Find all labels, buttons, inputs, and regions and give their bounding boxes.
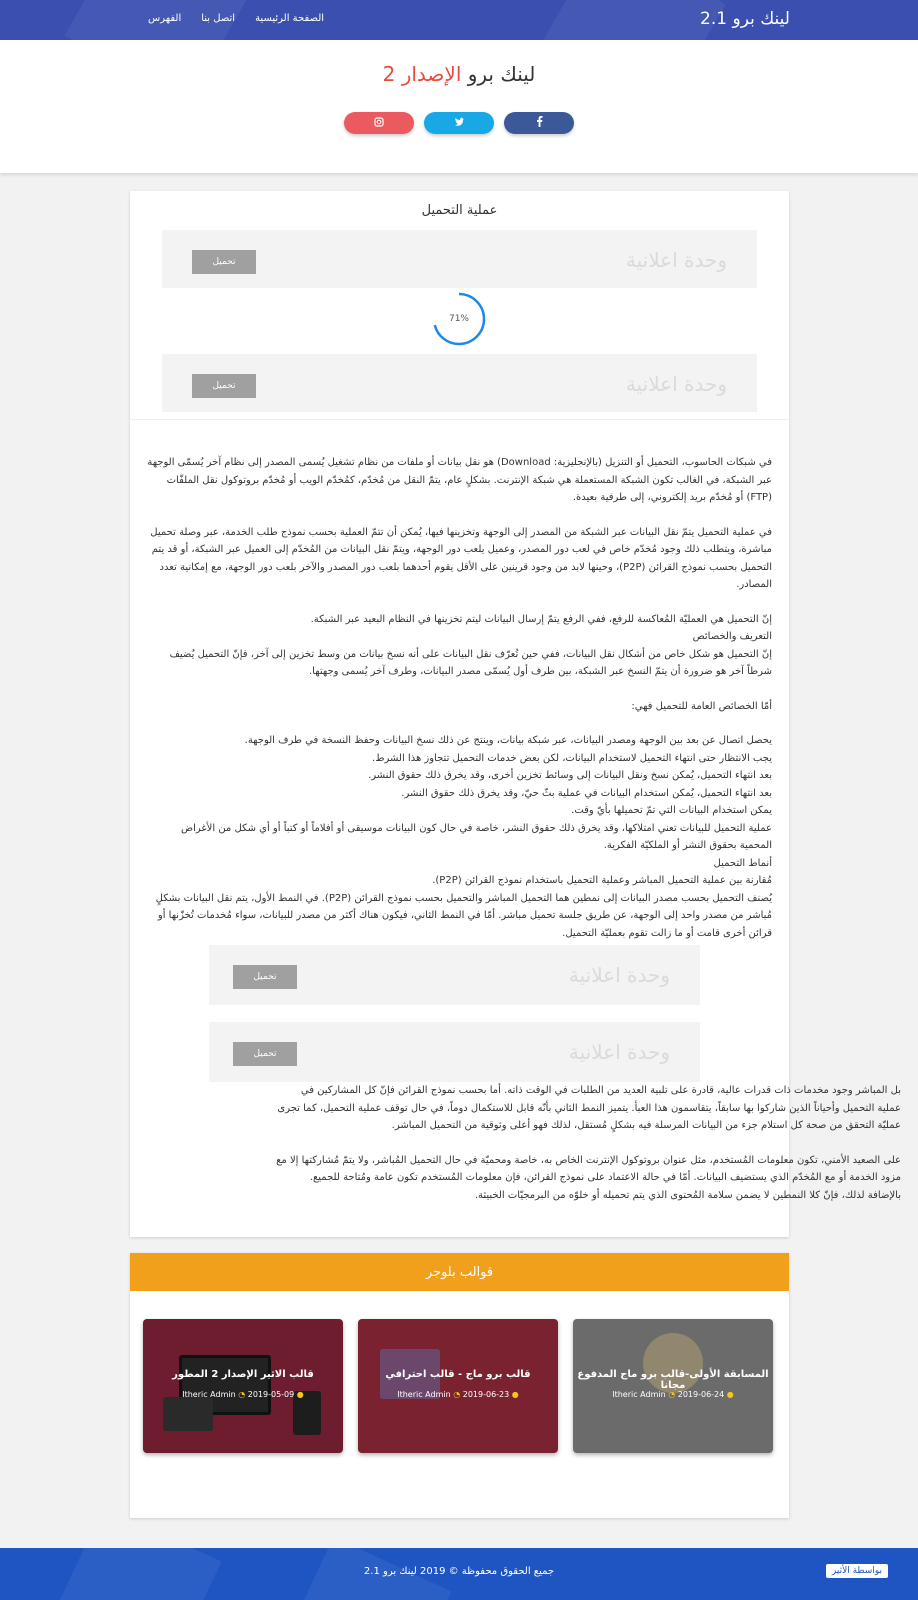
progress-percent: 71% — [448, 314, 469, 324]
twitter-icon — [454, 117, 465, 130]
decor-shape — [534, 0, 725, 40]
template-card[interactable] — [573, 1319, 773, 1453]
article-paragraph: في عملية التحميل يتمّ نقل البيانات عبر الشبكة من المصدر إلى الوجهة وتخزينها فيها، يُمكن أن تتمّ العملية بحسب نموذج طلب الخدمة، عبر وصلة تحميل مباشرة، ويتطلب ذلك وجود مُخدّم خاص في لعب دور المصدر، وعميل يلعب دور الوجهة، ويتمّ نقل البيانات من المُخدّم إلى العميل عبر الشبكة، أو قد يتم التحميل بحسب نموذج القرائن (P2P)، وحينها لابد من وجود قرينين على الأقل يقوم أحدهما بلعب دور المصدر والآخر بلعب دور الوجهة، مع إمكانية تعدد المصادر. — [150, 526, 772, 590]
nav-menu — [128, 13, 324, 24]
user-icon: ● — [296, 1390, 304, 1399]
ad-label: وحدة اعلانية — [568, 963, 670, 987]
template-meta — [573, 1390, 773, 1399]
title-accent: الإصدار 2 — [382, 62, 462, 86]
download-button[interactable]: تحميل — [233, 965, 297, 989]
social-buttons — [344, 112, 574, 134]
article-paragraph: بل المباشر وجود مخدمات ذات قدرات عالية، قادرة على تلبية العديد من الطلبات في الوقت ذاته. أما بحسب نموذج القرائن فإنّ كل المشاركين في عملية التحميل وأحياناً الذين شاركوا بها سابقاً، يتقاسمون هذا العبأ. يتميز النمط الثاني بأنّه قابل للاستكمال دوماً، في حال توقف عملية التحميل، كما تجرى عمليّة التحقق من صحة كل استلام جزء من البيانات المرسلة فيه بشكلٍ مُستقل، لذلك فهو أعلى وثوقية من التحميل المباشر. — [277, 1085, 901, 1131]
clock-icon: ◔ — [453, 1390, 461, 1399]
download-button[interactable]: تحميل — [233, 1042, 297, 1066]
facebook-icon — [536, 116, 543, 130]
nav-item-index[interactable]: الفهرس — [148, 13, 182, 24]
top-navbar — [0, 0, 918, 40]
template-card[interactable] — [143, 1319, 343, 1453]
template-title[interactable]: قالب الاثير الإصدار 2 المطور — [172, 1369, 314, 1380]
template-author: Itheric Admin — [182, 1390, 236, 1399]
template-date: 2019-06-23 — [462, 1390, 510, 1399]
template-title[interactable]: المسابقة الأولى-قالب برو ماج المدفوع مجانا — [577, 1369, 769, 1391]
article-body — [147, 454, 772, 959]
nav-item-contact[interactable]: اتصل بنا — [201, 13, 236, 24]
article-body-continued — [276, 1082, 901, 1221]
template-author: Itheric Admin — [397, 1390, 451, 1399]
ad-unit — [209, 1022, 700, 1082]
download-title: عملية التحميل — [421, 203, 498, 218]
post-card — [130, 191, 789, 1237]
facebook-button[interactable] — [504, 112, 574, 134]
template-author: Itheric Admin — [612, 1390, 666, 1399]
clock-icon: ◔ — [238, 1390, 246, 1399]
template-date: 2019-05-09 — [247, 1390, 295, 1399]
page-title — [0, 62, 918, 86]
instagram-icon — [374, 117, 384, 130]
user-icon: ● — [726, 1390, 734, 1399]
ad-unit — [162, 354, 757, 412]
article-paragraph: على الصعيد الأمني، تكون معلومات المُستخدم، مثل عنوان بروتوكول الإنترنت الخاص به، خاصة ومحميّة في حال التحميل المُباشر، ولا يتمّ مُشاركتها إلا مع مزود الخدمة أو مع المُخدّم الذي يستضيف البيانات. أمّا في حالة الاعتماد على نموذج القرائن، فإن معلومات المُستخدم تكون عامة ومُتاحة للجميع. بالإضافة لذلك، فإنّ كلا النمطين لا يضمن سلامة المُحتوى الذي يتم تحميله أو خلوّه من البرمجيّات الخبيثة. — [276, 1154, 901, 1201]
template-meta — [143, 1390, 343, 1399]
ad-label: وحدة اعلانية — [625, 372, 727, 396]
template-meta — [358, 1390, 558, 1399]
download-progress — [432, 292, 486, 346]
site-header — [0, 40, 918, 173]
ad-label: وحدة اعلانية — [568, 1040, 670, 1064]
download-button[interactable]: تحميل — [192, 374, 256, 398]
templates-card — [130, 1253, 789, 1518]
nav-item-home[interactable]: الصفحة الرئيسية — [255, 13, 325, 24]
site-footer — [0, 1548, 918, 1600]
credit-badge[interactable]: بواسطة الأثير — [826, 1564, 888, 1578]
template-card[interactable] — [358, 1319, 558, 1453]
article-paragraph: إنّ التحميل هي العمليّة المُعاكسة للرفع، ففي الرفع يتمّ إرسال البيانات ليتم تخزينها في النظام البعيد عبر الشبكة. التعريف والخصائص إنّ التحميل هو شكل خاص من أشكال نقل البيانات، ففي حين تُعرّف نقل البيانات على أنه نسخ بيانات من وسط تخزين إلى آخر، فإنّ التحميل يُضيف شرطاً آخر هو ضرورة أن يتمّ النسخ عبر الشبكة، بين طرف أول يُسمّى مصدر البيانات، وطرف آخر يُسمى وجهتها. — [169, 613, 772, 677]
template-title[interactable]: قالب برو ماج - قالب احترافي — [385, 1369, 531, 1380]
instagram-button[interactable] — [344, 112, 414, 134]
article-paragraph: يحصل اتصال عن بعد بين الوجهة ومصدر البيانات، عبر شبكة بيانات، وينتج عن ذلك نسخ البيانات وحفظ النسخة في طرف الوجهة. يجب الانتظار حتى انتهاء التحميل لاستخدام البيانات، لكن بعض خدمات التحميل تتجاوز هذا الشرط. بعد انتهاء التحميل، يُمكن نسخ ونقل البيانات إلى وسائط تخزين أخرى، وقد يخرق ذلك حقوق النشر. بعد انتهاء التحميل، يُمكن استخدام البيانات في عملية بثّ حيّ، وقد يخرق ذلك حقوق النشر. يمكن استخدام البيانات التي تمّ تحميلها بأيّ وقت. عملية التحميل للبيانات تعني امتلاكها، وقد يخرق ذلك حقوق النشر، خاصة في حال كون البيانات موسيقى أو أفلاماً أو كتباً أو أي شكل من الأغراض المحمية بحقوق النشر أو الملكيّة الفكرية. أنماط التحميل مُقارنة بين عملية التحميل المباشر وعملية التحميل باستخدام نموذج القرائن (P2P). يُصنف التحميل بحسب مصدر البيانات إلى نمطين هما التحميل المباشر والتحميل بحسب نموذج القرائن (P2P). في النمط الأول، يتم نقل البيانات بشكلٍ مُباشر من مصدر واحد إلى الوجهة، عن طريق جلسة تحميل مباشر. أمّا في النمط الثاني، فيكون هناك أكثر من مصدر للبيانات، سواء مُخدمات تُخزّنها أو قرائن أخرى قامت أو ما زالت تقوم بعمليّة التحميل. — [155, 735, 772, 939]
article-paragraph: أمّا الخصائص العامة للتحميل فهي: — [631, 700, 772, 712]
download-button[interactable]: تحميل — [192, 250, 256, 274]
title-main: لينك برو — [461, 62, 536, 86]
ad-unit — [209, 945, 700, 1005]
divider — [130, 419, 789, 420]
copyright-text: جميع الحقوق محفوظة © 2019 لينك برو 2.1 — [363, 1566, 555, 1577]
templates-header: قوالب بلوجر — [130, 1253, 789, 1291]
article-paragraph: في شبكات الحاسوب، التحميل أو التنزيل (بالإنجليزية: Download) هو نقل بيانات أو ملفات من نظام تشغيل يُسمى المصدر إلى نظام آخر يُسمّى الوجهة عبر الشبكة، في الغالب تكون الشبكة المستعملة هي شبكة الإنترنت. بشكلٍ عام، يتمّ النقل من مُخدّم، كمُخدّم الويب أو مُخدّم بروتوكول نقل الملفّات (FTP) أو مُخدّم بريد إلكتروني، إلى طرفية بعيدة. — [147, 457, 772, 503]
ad-label: وحدة اعلانية — [625, 248, 727, 272]
ad-unit — [162, 230, 757, 288]
template-date: 2019-06-24 — [677, 1390, 725, 1399]
site-brand[interactable]: لينك برو 2.1 — [700, 9, 790, 29]
user-icon: ● — [511, 1390, 519, 1399]
laptop-image — [163, 1397, 213, 1431]
twitter-button[interactable] — [424, 112, 494, 134]
clock-icon: ◔ — [668, 1390, 676, 1399]
